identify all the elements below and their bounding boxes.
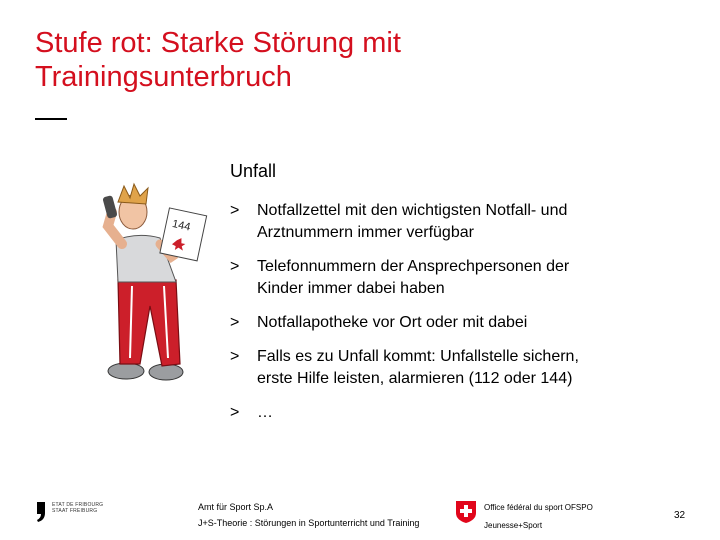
footer-office-info	[198, 499, 419, 531]
bullet-line: Falls es zu Unfall kommt: Unfallstelle sichern,	[257, 348, 579, 365]
bullet-item	[230, 346, 670, 390]
bullet-line: Kinder immer dabei haben	[257, 280, 445, 297]
logo-line-2: STAAT FREIBURG	[52, 508, 98, 514]
program-name: Jeunesse+Sport	[484, 521, 543, 530]
title-underline	[35, 118, 67, 120]
title-line-2: Trainingsunterbruch	[35, 61, 292, 93]
content-area	[230, 160, 670, 436]
bullet-list	[230, 200, 670, 424]
bullet-line: …	[257, 404, 273, 421]
bullet-item	[230, 402, 670, 424]
logo-line-1: ETAT DE FRIBOURG	[52, 502, 104, 508]
federal-office-info	[484, 499, 593, 535]
course-title: J+S-Theorie : Störungen in Sportunterricht und Training	[198, 518, 420, 528]
bullet-item	[230, 312, 670, 334]
comma-logo-icon	[36, 501, 46, 523]
section-heading: Unfall	[230, 161, 277, 181]
title-line-1: Stufe rot: Starke Störung mit	[35, 27, 401, 59]
swiss-cross-icon	[455, 500, 477, 524]
bullet-marker-icon: >	[230, 258, 240, 275]
bullet-line: erste Hilfe leisten, alarmieren (112 oder 144)	[257, 370, 573, 387]
bullet-line: Notfallapotheke vor Ort oder mit dabei	[257, 314, 528, 331]
bullet-line: Telefonnummern der Ansprechpersonen der	[257, 258, 570, 275]
person-on-phone-illustration	[78, 182, 208, 384]
bullet-marker-icon: >	[230, 314, 240, 331]
fribourg-comma-logo	[36, 501, 106, 525]
bullet-marker-icon: >	[230, 404, 240, 421]
bullet-line: Notfallzettel mit den wichtigsten Notfall- und	[257, 202, 568, 219]
slide-title	[35, 26, 675, 94]
federal-office-name: Office fédéral du sport OFSPO	[484, 503, 593, 512]
bullet-marker-icon: >	[230, 348, 240, 365]
bullet-marker-icon: >	[230, 202, 240, 219]
bullet-item	[230, 200, 670, 244]
office-name: Amt für Sport Sp.A	[198, 502, 274, 512]
bullet-item	[230, 256, 670, 300]
note-number: 144	[170, 218, 192, 234]
bullet-line: Arztnummern immer verfügbar	[257, 224, 474, 241]
page-number: 32	[674, 510, 686, 521]
